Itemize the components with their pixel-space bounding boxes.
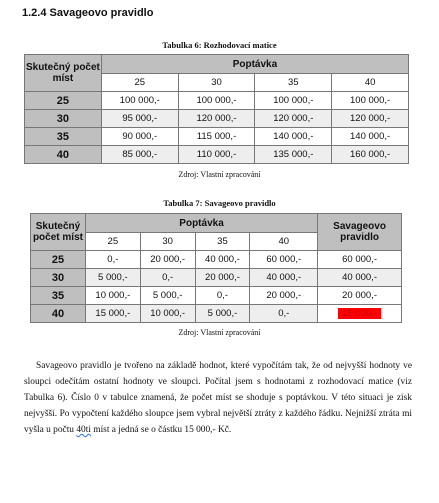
table-cell: 60 000,- bbox=[250, 251, 318, 269]
body-paragraph bbox=[24, 358, 412, 438]
row-label: 30 bbox=[31, 269, 86, 287]
group-header: Poptávka bbox=[101, 55, 408, 74]
paragraph-text: Savageovo pravidlo je tvořeno na základě hodnot, které vypočítám tak, že od nejvyšší hodnoty ve sloupci odečítám ostatní hodnoty ve sloupci. Počítal jsem s hodnotami z rozhodovací matice (viz Tabulka 6). Číslo 0 v tabulce znamená, že počet míst se shoduje s poptávkou. V této situaci je zisk nejvyšší. Po vypočtení každého sloupce jsem vybral největší ztráty z každého řádku. Nejnižší ztráta mi vyšla u počtu bbox=[24, 361, 412, 435]
highlight-mark: 15 000,- bbox=[338, 308, 381, 319]
table-cell: 5 000,- bbox=[195, 305, 250, 323]
column-header: 35 bbox=[195, 233, 250, 251]
table-cell: 0,- bbox=[140, 269, 195, 287]
row-label: 25 bbox=[25, 92, 102, 110]
table-cell: 135 000,- bbox=[255, 146, 332, 164]
table-cell: 100 000,- bbox=[332, 92, 409, 110]
table-cell: 120 000,- bbox=[255, 110, 332, 128]
table-cell: 10 000,- bbox=[85, 287, 140, 305]
result-cell: 40 000,- bbox=[318, 269, 402, 287]
table-cell: 110 000,- bbox=[178, 146, 255, 164]
column-header: 35 bbox=[255, 74, 332, 92]
table-cell: 85 000,- bbox=[101, 146, 178, 164]
table-cell: 140 000,- bbox=[255, 128, 332, 146]
paragraph-text: míst a jedná se o částku 15 000,- Kč. bbox=[90, 425, 232, 435]
table-cell: 0,- bbox=[250, 305, 318, 323]
group-header: Poptávka bbox=[85, 214, 317, 233]
table-row bbox=[25, 110, 409, 128]
table-cell: 115 000,- bbox=[178, 128, 255, 146]
table-cell: 95 000,- bbox=[101, 110, 178, 128]
table-cell: 5 000,- bbox=[140, 287, 195, 305]
savage-rule-table bbox=[30, 213, 402, 323]
row-label: 40 bbox=[25, 146, 102, 164]
table-cell: 10 000,- bbox=[140, 305, 195, 323]
table-cell: 40 000,- bbox=[195, 251, 250, 269]
column-header: 40 bbox=[332, 74, 409, 92]
table-cell: 5 000,- bbox=[85, 269, 140, 287]
table-cell: 140 000,- bbox=[332, 128, 409, 146]
row-label: 40 bbox=[31, 305, 86, 323]
spellcheck-word: 40ti bbox=[76, 425, 91, 435]
column-header: 25 bbox=[85, 233, 140, 251]
table-row bbox=[25, 146, 409, 164]
table-cell: 120 000,- bbox=[178, 110, 255, 128]
column-header: 25 bbox=[101, 74, 178, 92]
result-cell: 60 000,- bbox=[318, 251, 402, 269]
table-cell: 160 000,- bbox=[332, 146, 409, 164]
result-cell-highlighted bbox=[318, 305, 402, 323]
table-cell: 90 000,- bbox=[101, 128, 178, 146]
table-row bbox=[25, 92, 409, 110]
table-row bbox=[31, 305, 402, 323]
table-cell: 100 000,- bbox=[101, 92, 178, 110]
column-header: 30 bbox=[140, 233, 195, 251]
table-cell: 40 000,- bbox=[250, 269, 318, 287]
decision-matrix-table bbox=[24, 54, 409, 164]
table1-caption: Tabulka 6: Rozhodovací matice bbox=[162, 40, 277, 50]
column-header: 30 bbox=[178, 74, 255, 92]
table-cell: 20 000,- bbox=[250, 287, 318, 305]
table-cell: 120 000,- bbox=[332, 110, 409, 128]
section-heading: 1.2.4 Savageovo pravidlo bbox=[22, 7, 154, 19]
row-header: Skutečný počet míst bbox=[25, 55, 102, 92]
table1-source: Zdroj: Vlastní zpracování bbox=[178, 170, 261, 179]
row-label: 35 bbox=[31, 287, 86, 305]
table2-caption: Tabulka 7: Savageovo pravidlo bbox=[163, 198, 276, 208]
table-cell: 0,- bbox=[195, 287, 250, 305]
row-header: Skutečný počet míst bbox=[31, 214, 86, 251]
table-row bbox=[31, 251, 402, 269]
result-header: Savageovo pravidlo bbox=[318, 214, 402, 251]
table-cell: 100 000,- bbox=[255, 92, 332, 110]
table-cell: 20 000,- bbox=[140, 251, 195, 269]
table-row bbox=[31, 269, 402, 287]
row-label: 35 bbox=[25, 128, 102, 146]
table-cell: 100 000,- bbox=[178, 92, 255, 110]
table-cell: 0,- bbox=[85, 251, 140, 269]
row-label: 30 bbox=[25, 110, 102, 128]
table-row bbox=[31, 287, 402, 305]
table-row bbox=[25, 128, 409, 146]
row-label: 25 bbox=[31, 251, 86, 269]
table2-source: Zdroj: Vlastní zpracování bbox=[178, 328, 261, 337]
table-cell: 20 000,- bbox=[195, 269, 250, 287]
result-cell: 20 000,- bbox=[318, 287, 402, 305]
table-cell: 15 000,- bbox=[85, 305, 140, 323]
column-header: 40 bbox=[250, 233, 318, 251]
